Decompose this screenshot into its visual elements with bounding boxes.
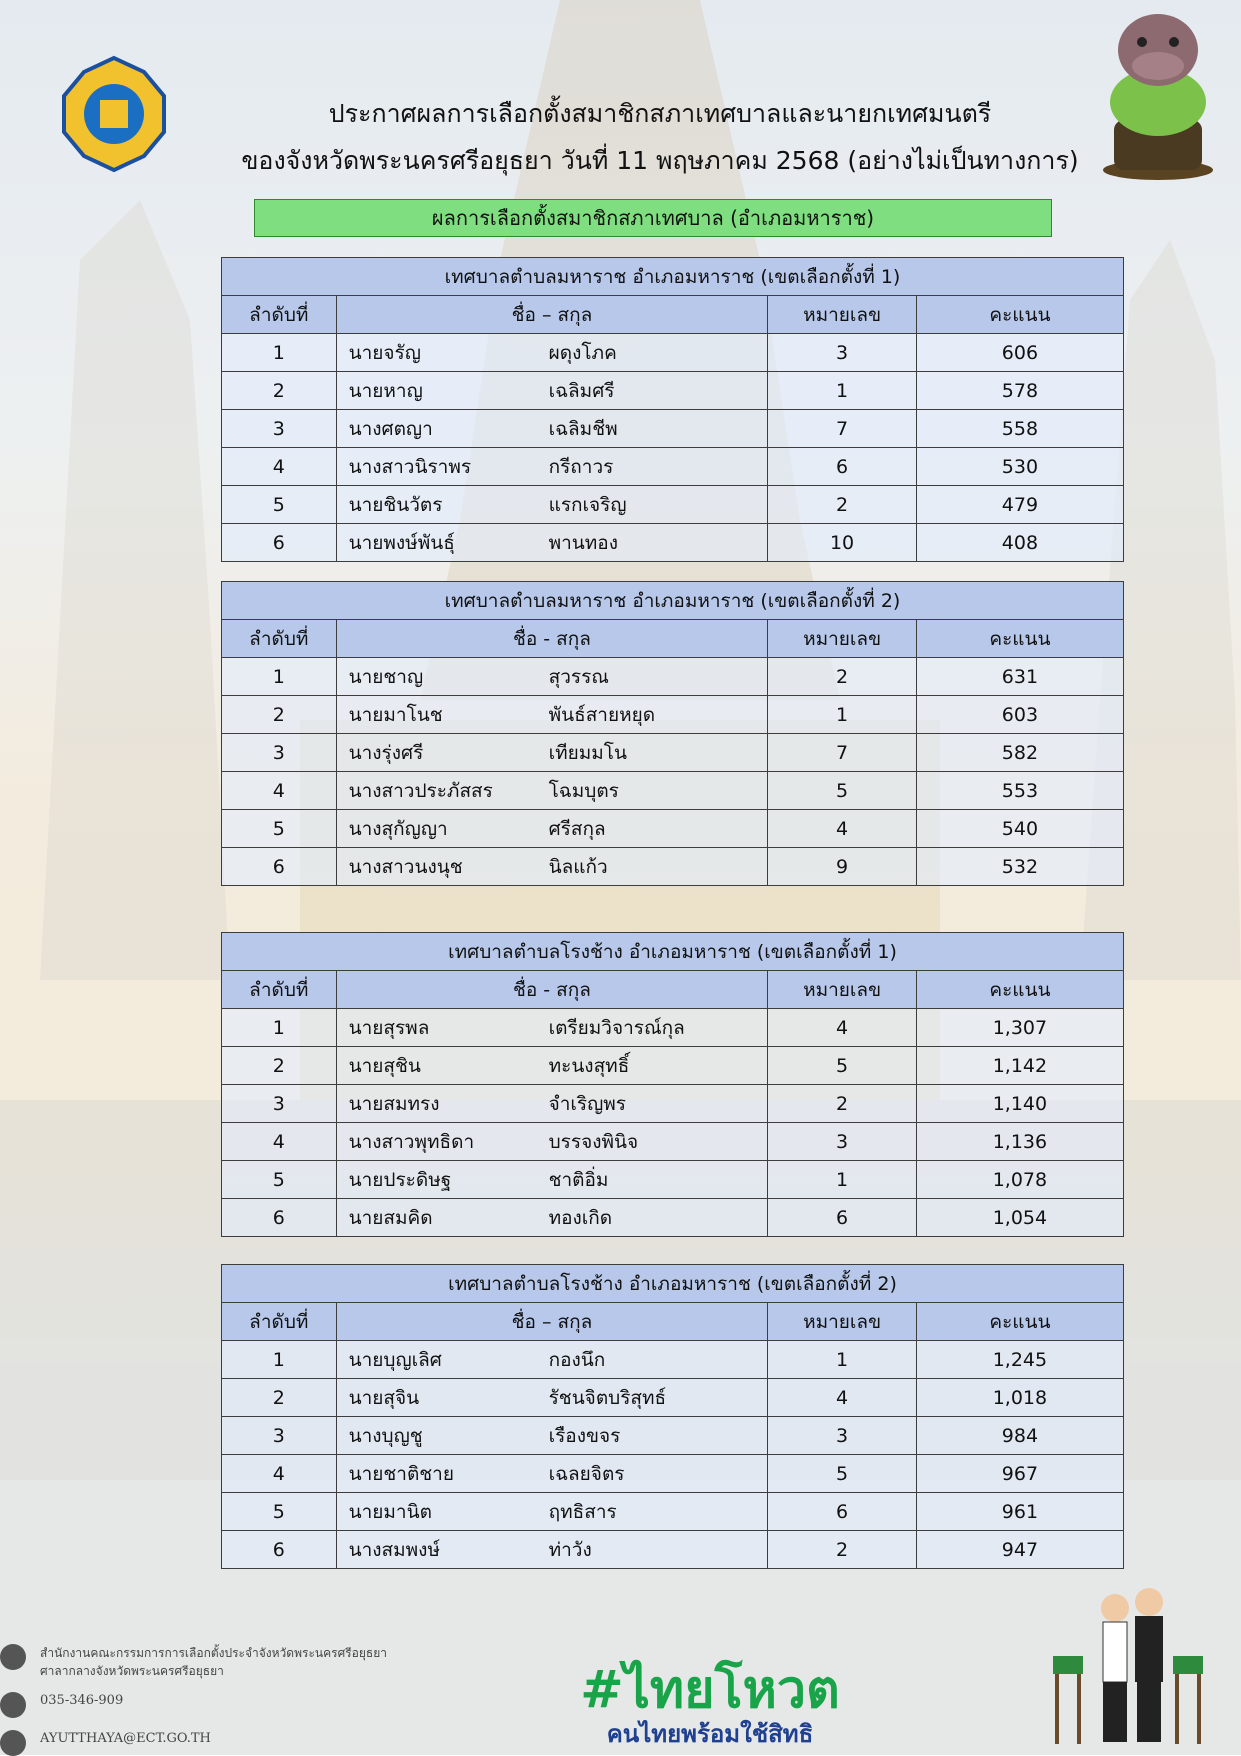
name-cell	[336, 1047, 768, 1085]
rank-cell: 4	[222, 1455, 337, 1493]
table-row	[222, 1531, 1124, 1569]
name-cell	[336, 448, 768, 486]
last-name: นิลแก้ว	[548, 855, 608, 878]
name-cell	[336, 734, 768, 772]
rank-cell: 1	[222, 1009, 337, 1047]
name-cell	[336, 1009, 768, 1047]
name-cell	[336, 486, 768, 524]
office-line1: สำนักงานคณะกรรมการการเลือกตั้งประจำจังหวัดพระนครศรีอยุธยา	[40, 1646, 387, 1660]
number-cell: 1	[768, 1341, 917, 1379]
rank-cell: 2	[222, 696, 337, 734]
voters-illustration	[1045, 1578, 1225, 1748]
last-name: จำเริญพร	[548, 1092, 627, 1115]
last-name: รัชนจิตบริสุทธ์	[548, 1386, 667, 1409]
rank-cell: 3	[222, 734, 337, 772]
rank-cell: 2	[222, 1047, 337, 1085]
score-cell: 540	[916, 810, 1123, 848]
col-header-number: หมายเลข	[768, 296, 917, 334]
name-cell	[336, 1341, 768, 1379]
last-name: เรืองขจร	[548, 1424, 621, 1447]
name-cell	[336, 334, 768, 372]
last-name: สุวรรณ	[548, 665, 609, 688]
name-cell	[336, 1455, 768, 1493]
col-header-score: คะแนน	[916, 620, 1123, 658]
first-name: นายมาโนช	[348, 703, 443, 726]
first-name: นายหาญ	[348, 379, 423, 402]
first-name: นายสุชิน	[348, 1054, 421, 1077]
results-table-1	[221, 257, 1124, 562]
score-cell: 1,054	[916, 1199, 1123, 1237]
col-header-rank: ลำดับที่	[222, 971, 337, 1009]
rank-cell: 1	[222, 1341, 337, 1379]
last-name: แรกเจริญ	[548, 493, 627, 516]
table-row	[222, 1341, 1124, 1379]
number-cell: 2	[768, 1531, 917, 1569]
table-caption: เทศบาลตำบลโรงช้าง อำเภอมหาราช (เขตเลือกตั้งที่ 1)	[222, 933, 1124, 971]
last-name: ทะนงสุทธิ์	[548, 1054, 630, 1077]
table-row	[222, 524, 1124, 562]
score-cell: 582	[916, 734, 1123, 772]
last-name: ผดุงโภค	[548, 341, 617, 364]
col-header-score: คะแนน	[916, 971, 1123, 1009]
last-name: ทองเกิด	[548, 1206, 613, 1229]
email-address: AYUTTHAYA@ECT.GO.TH	[40, 1731, 211, 1746]
name-cell	[336, 1493, 768, 1531]
last-name: เตรียมวิจารณ์กุล	[548, 1016, 685, 1039]
table-row	[222, 1417, 1124, 1455]
number-cell: 7	[768, 734, 917, 772]
number-cell: 5	[768, 1455, 917, 1493]
phone-number: 035-346-909	[40, 1693, 124, 1708]
last-name: บรรจงพินิจ	[548, 1130, 639, 1153]
first-name: นายสมทรง	[348, 1092, 440, 1115]
first-name: นางสุกัญญา	[348, 817, 448, 840]
score-cell: 947	[916, 1531, 1123, 1569]
name-cell	[336, 658, 768, 696]
last-name: ฤทธิสาร	[548, 1500, 617, 1523]
last-name: กรีถาวร	[548, 455, 614, 478]
rank-cell: 6	[222, 1199, 337, 1237]
first-name: นายสุรพล	[348, 1016, 430, 1039]
score-cell: 408	[916, 524, 1123, 562]
table-row	[222, 1047, 1124, 1085]
table-row	[222, 448, 1124, 486]
score-cell: 530	[916, 448, 1123, 486]
table-row	[222, 1123, 1124, 1161]
results-table-3	[221, 932, 1124, 1237]
number-cell: 10	[768, 524, 917, 562]
score-cell: 1,307	[916, 1009, 1123, 1047]
phone-icon	[0, 1692, 26, 1718]
number-cell: 6	[768, 1493, 917, 1531]
ect-logo	[52, 52, 177, 177]
rank-cell: 6	[222, 524, 337, 562]
rank-cell: 1	[222, 658, 337, 696]
table-row	[222, 334, 1124, 372]
rank-cell: 5	[222, 1493, 337, 1531]
name-cell	[336, 524, 768, 562]
col-header-rank: ลำดับที่	[222, 1303, 337, 1341]
first-name: นายมานิต	[348, 1500, 432, 1523]
last-name: เฉลยจิตร	[548, 1462, 625, 1485]
score-cell: 578	[916, 372, 1123, 410]
col-header-score: คะแนน	[916, 1303, 1123, 1341]
score-cell: 984	[916, 1417, 1123, 1455]
last-name: พานทอง	[548, 531, 618, 554]
col-header-number: หมายเลข	[768, 1303, 917, 1341]
name-cell	[336, 410, 768, 448]
col-header-name: ชื่อ – สกุล	[336, 1303, 768, 1341]
rank-cell: 4	[222, 448, 337, 486]
office-line2: ศาลากลางจังหวัดพระนครศรีอยุธยา	[40, 1664, 224, 1678]
page-title-line1: ประกาศผลการเลือกตั้งสมาชิกสภาเทศบาลและนายกเทศมนตรี	[328, 99, 992, 128]
table-row	[222, 410, 1124, 448]
col-header-score: คะแนน	[916, 296, 1123, 334]
first-name: นายสุจิน	[348, 1386, 420, 1409]
first-name: นางสาวพุทธิดา	[348, 1130, 475, 1153]
rank-cell: 6	[222, 848, 337, 886]
first-name: นายชาญ	[348, 665, 424, 688]
table-row	[222, 772, 1124, 810]
name-cell	[336, 1199, 768, 1237]
rank-cell: 1	[222, 334, 337, 372]
table-row	[222, 1199, 1124, 1237]
number-cell: 6	[768, 1199, 917, 1237]
table-row	[222, 848, 1124, 886]
first-name: นายจรัญ	[348, 341, 421, 364]
first-name: นางรุ่งศรี	[348, 741, 424, 764]
rank-cell: 3	[222, 1417, 337, 1455]
first-name: นายสมคิด	[348, 1206, 433, 1229]
table-row	[222, 810, 1124, 848]
number-cell: 6	[768, 448, 917, 486]
rank-cell: 2	[222, 1379, 337, 1417]
table-row	[222, 658, 1124, 696]
score-cell: 631	[916, 658, 1123, 696]
table-row	[222, 734, 1124, 772]
col-header-rank: ลำดับที่	[222, 620, 337, 658]
rank-cell: 5	[222, 810, 337, 848]
name-cell	[336, 1531, 768, 1569]
brand-hashtag: #ไทยโหวต	[580, 1660, 840, 1720]
score-cell: 961	[916, 1493, 1123, 1531]
section-banner: ผลการเลือกตั้งสมาชิกสภาเทศบาล (อำเภอมหาราช)	[254, 199, 1052, 237]
number-cell: 1	[768, 1161, 917, 1199]
number-cell: 5	[768, 1047, 917, 1085]
number-cell: 7	[768, 410, 917, 448]
table-row	[222, 1493, 1124, 1531]
first-name: นางสาวประภัสสร	[348, 779, 493, 802]
name-cell	[336, 372, 768, 410]
table-row	[222, 372, 1124, 410]
last-name: ศรีสกุล	[548, 817, 606, 840]
first-name: นางศตญา	[348, 417, 433, 440]
brand-slogan: คนไทยพร้อมใช้สิทธิ	[606, 1720, 814, 1748]
first-name: นายบุญเลิศ	[348, 1348, 442, 1371]
last-name: ท่าวัง	[548, 1538, 592, 1561]
score-cell: 1,136	[916, 1123, 1123, 1161]
score-cell: 1,245	[916, 1341, 1123, 1379]
rank-cell: 4	[222, 1123, 337, 1161]
name-cell	[336, 810, 768, 848]
number-cell: 3	[768, 334, 917, 372]
name-cell	[336, 1085, 768, 1123]
first-name: นายชาติชาย	[348, 1462, 454, 1485]
score-cell: 1,018	[916, 1379, 1123, 1417]
results-table-2	[221, 581, 1124, 886]
score-cell: 603	[916, 696, 1123, 734]
number-cell: 1	[768, 696, 917, 734]
number-cell: 2	[768, 658, 917, 696]
name-cell	[336, 772, 768, 810]
name-cell	[336, 848, 768, 886]
last-name: โฉมบุตร	[548, 779, 619, 802]
last-name: เทียมมโน	[548, 741, 627, 764]
home-icon	[0, 1644, 26, 1670]
first-name: นายชินวัตร	[348, 493, 443, 516]
table-row	[222, 486, 1124, 524]
name-cell	[336, 1417, 768, 1455]
rank-cell: 4	[222, 772, 337, 810]
number-cell: 3	[768, 1417, 917, 1455]
number-cell: 2	[768, 1085, 917, 1123]
name-cell	[336, 1379, 768, 1417]
footer-phone	[0, 1692, 123, 1718]
last-name: เฉลิมศรี	[548, 379, 615, 402]
table-row	[222, 1161, 1124, 1199]
number-cell: 2	[768, 486, 917, 524]
rank-cell: 5	[222, 486, 337, 524]
table-row	[222, 1085, 1124, 1123]
first-name: นายประดิษฐ	[348, 1168, 452, 1191]
rank-cell: 2	[222, 372, 337, 410]
score-cell: 1,142	[916, 1047, 1123, 1085]
number-cell: 4	[768, 1009, 917, 1047]
thaivote-brand	[520, 1660, 900, 1748]
number-cell: 5	[768, 772, 917, 810]
table-caption: เทศบาลตำบลมหาราช อำเภอมหาราช (เขตเลือกตั้งที่ 1)	[222, 258, 1124, 296]
col-header-name: ชื่อ - สกุล	[336, 971, 768, 1009]
score-cell: 1,078	[916, 1161, 1123, 1199]
score-cell: 553	[916, 772, 1123, 810]
table-row	[222, 1379, 1124, 1417]
number-cell: 3	[768, 1123, 917, 1161]
results-table-4	[221, 1264, 1124, 1569]
col-header-name: ชื่อ - สกุล	[336, 620, 768, 658]
score-cell: 479	[916, 486, 1123, 524]
table-caption: เทศบาลตำบลโรงช้าง อำเภอมหาราช (เขตเลือกตั้งที่ 2)	[222, 1265, 1124, 1303]
col-header-number: หมายเลข	[768, 971, 917, 1009]
name-cell	[336, 1123, 768, 1161]
last-name: ชาติอิ่ม	[548, 1168, 609, 1191]
col-header-rank: ลำดับที่	[222, 296, 337, 334]
table-row	[222, 696, 1124, 734]
score-cell: 967	[916, 1455, 1123, 1493]
footer-address	[0, 1644, 387, 1680]
first-name: นางสมพงษ์	[348, 1538, 440, 1561]
number-cell: 1	[768, 372, 917, 410]
col-header-name: ชื่อ – สกุล	[336, 296, 768, 334]
rank-cell: 5	[222, 1161, 337, 1199]
number-cell: 4	[768, 1379, 917, 1417]
last-name: พันธ์สายหยุด	[548, 703, 656, 726]
footer-email	[0, 1730, 211, 1756]
name-cell	[336, 696, 768, 734]
rank-cell: 3	[222, 410, 337, 448]
rank-cell: 3	[222, 1085, 337, 1123]
first-name: นายพงษ์พันธุ์	[348, 531, 455, 554]
last-name: กองนึก	[548, 1348, 606, 1371]
first-name: นางสาวนิราพร	[348, 455, 472, 478]
page-title-line2: ของจังหวัดพระนครศรีอยุธยา วันที่ 11 พฤษภาคม 2568 (อย่างไม่เป็นทางการ)	[241, 146, 1079, 175]
number-cell: 9	[768, 848, 917, 886]
table-row	[222, 1455, 1124, 1493]
table-caption: เทศบาลตำบลมหาราช อำเภอมหาราช (เขตเลือกตั้งที่ 2)	[222, 582, 1124, 620]
score-cell: 532	[916, 848, 1123, 886]
score-cell: 1,140	[916, 1085, 1123, 1123]
mail-icon	[0, 1730, 26, 1756]
col-header-number: หมายเลข	[768, 620, 917, 658]
first-name: นางสาวนงนุช	[348, 855, 463, 878]
first-name: นางบุญชู	[348, 1424, 423, 1447]
table-row	[222, 1009, 1124, 1047]
last-name: เฉลิมชีพ	[548, 417, 618, 440]
rank-cell: 6	[222, 1531, 337, 1569]
score-cell: 558	[916, 410, 1123, 448]
score-cell: 606	[916, 334, 1123, 372]
name-cell	[336, 1161, 768, 1199]
number-cell: 4	[768, 810, 917, 848]
